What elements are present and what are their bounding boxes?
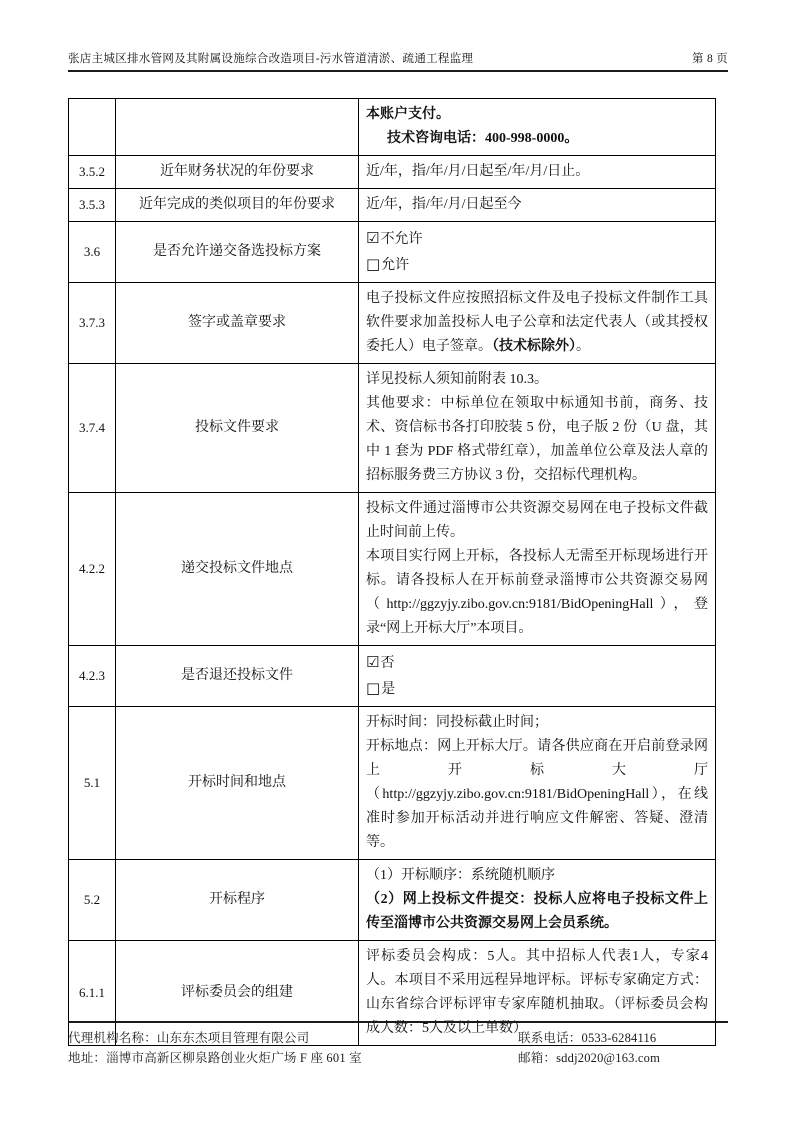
content-paragraph	[366, 252, 708, 278]
clause-label: 开标时间和地点	[116, 707, 359, 860]
content-paragraph	[366, 127, 708, 151]
checkbox-checked-icon: ☑	[366, 653, 380, 671]
clause-number: 4.2.3	[69, 646, 116, 707]
clause-label: 递交投标文件地点	[116, 493, 359, 646]
text-segment: 近/年，指/年/月/日起至今	[366, 197, 522, 212]
table-row	[69, 646, 716, 707]
footer-agency-name: 代理机构名称：山东东杰项目管理有限公司	[68, 1031, 310, 1045]
table-row	[69, 156, 716, 189]
clause-number: 3.7.4	[69, 364, 116, 493]
footer-contact-block	[518, 1028, 728, 1068]
clause-content	[359, 707, 716, 860]
content-paragraph	[366, 650, 708, 676]
clause-number: 4.2.2	[69, 493, 116, 646]
content-paragraph	[366, 497, 708, 545]
text-segment: （1）开标顺序：系统随机顺序	[366, 868, 555, 883]
clause-content	[359, 364, 716, 493]
clause-number: 6.1.1	[69, 941, 116, 1046]
clause-content	[359, 860, 716, 941]
page-header	[68, 50, 728, 72]
clause-content	[359, 646, 716, 707]
page-footer	[68, 1021, 728, 1068]
text-segment: 不允许	[380, 232, 423, 247]
clause-number: 3.5.2	[69, 156, 116, 189]
text-segment: （2）网上投标文件提交：投标人应将电子投标文件上传至淄博市公共资源交易网上会员系统。	[366, 892, 708, 931]
text-segment: 允许	[381, 258, 410, 273]
clause-label: 是否允许递交备选投标方案	[116, 222, 359, 283]
clause-label: 开标程序	[116, 860, 359, 941]
table-row	[69, 493, 716, 646]
text-segment: 是	[381, 682, 396, 697]
footer-agency-block	[68, 1028, 518, 1068]
text-segment: 。	[576, 339, 590, 354]
content-paragraph	[366, 735, 708, 855]
page-number: 第 8 页	[692, 53, 728, 65]
content-paragraph	[366, 392, 708, 488]
text-segment: 本项目实行网上开标，各投标人无需至开标现场进行开标。请各投标人在开标前登录淄博市公共资源交易网（http://ggzyjy.zibo.gov.cn:9181/BidOpeningHall），登录“网上开标大厅”本项目。	[366, 549, 708, 636]
clause-content	[359, 222, 716, 283]
content-paragraph	[366, 368, 708, 392]
content-paragraph	[366, 103, 708, 127]
content-paragraph	[366, 545, 708, 641]
clause-label: 评标委员会的组建	[116, 941, 359, 1046]
clause-label	[116, 99, 359, 156]
content-paragraph	[366, 888, 708, 936]
content-paragraph	[366, 676, 708, 702]
table-row	[69, 860, 716, 941]
footer-phone: 联系电话：0533-6284116	[518, 1031, 657, 1045]
text-segment: 技术咨询电话：400-998-0000。	[387, 131, 579, 146]
text-segment: 评标委员会构成：5人。其中招标人代表1人，专家4人。本项目不采用远程异地评标。评标专家确定方式：山东省综合评标评审专家库随机抽取。（评标委员会构成人数：5人及以上单数）	[366, 949, 708, 1036]
bid-terms-table	[68, 98, 716, 1046]
clause-number: 3.7.3	[69, 283, 116, 364]
table-row	[69, 283, 716, 364]
clause-number: 5.1	[69, 707, 116, 860]
content-paragraph	[366, 864, 708, 888]
table-row	[69, 189, 716, 222]
clause-content	[359, 283, 716, 364]
text-segment: 开标时间：同投标截止时间；	[366, 715, 548, 730]
clause-content	[359, 189, 716, 222]
content-paragraph	[366, 193, 708, 217]
table-row	[69, 99, 716, 156]
clause-label: 近年完成的类似项目的年份要求	[116, 189, 359, 222]
clause-content	[359, 156, 716, 189]
content-paragraph	[366, 226, 708, 252]
text-segment: 否	[380, 656, 395, 671]
clause-label: 近年财务状况的年份要求	[116, 156, 359, 189]
content-paragraph	[366, 160, 708, 184]
text-segment: 投标文件通过淄博市公共资源交易网在电子投标文件截止时间前上传。	[366, 501, 708, 540]
clause-label: 是否退还投标文件	[116, 646, 359, 707]
clause-content	[359, 493, 716, 646]
header-title: 张店主城区排水管网及其附属设施综合改造项目-污水管道清淤、疏通工程监理	[68, 53, 474, 65]
clause-number: 5.2	[69, 860, 116, 941]
checkbox-unchecked-icon: □	[366, 255, 381, 273]
text-segment: 开标地点：网上开标大厅。请各供应商在开启前登录网上开标大厅（http://ggzyjy.zibo.gov.cn:9181/BidOpeningHall），在线准时参加开标活动并进行响应文件解密、答疑、澄清等。	[366, 739, 708, 850]
clause-number: 3.6	[69, 222, 116, 283]
table-row	[69, 364, 716, 493]
footer-agency-address: 地址：淄博市高新区柳泉路创业火炬广场 F 座 601 室	[68, 1051, 362, 1065]
clause-content	[359, 99, 716, 156]
clause-number: 3.5.3	[69, 189, 116, 222]
clause-label: 签字或盖章要求	[116, 283, 359, 364]
checkbox-checked-icon: ☑	[366, 229, 380, 247]
bid-terms-table-body	[69, 99, 716, 1046]
checkbox-unchecked-icon: □	[366, 679, 381, 697]
text-segment: 详见投标人须知前附表 10.3。	[366, 372, 548, 387]
footer-email: 邮箱：sddj2020@163.com	[518, 1051, 661, 1065]
text-segment: 近/年，指/年/月/日起至/年/月/日止。	[366, 164, 590, 179]
table-row	[69, 222, 716, 283]
text-segment: 其他要求：中标单位在领取中标通知书前，商务、技术、资信标书各打印胶装 5 份，电子版 2 份（U 盘，其中 1 套为 PDF 格式带红章），加盖单位公章及法人章的招标服务费三方协议 3 份，交招标代理机构。	[366, 396, 708, 483]
clause-number	[69, 99, 116, 156]
content-paragraph	[366, 287, 708, 359]
table-row	[69, 707, 716, 860]
text-segment: （技术标除外）	[492, 339, 576, 354]
text-segment: 电子投标文件应按照招标文件及电子投标文件制作工具软件要求加盖投标人电子公章和法定代表人（或其授权委托人）电子签章。	[366, 291, 708, 354]
text-segment: 本账户支付。	[366, 107, 450, 122]
clause-label: 投标文件要求	[116, 364, 359, 493]
content-paragraph	[366, 711, 708, 735]
